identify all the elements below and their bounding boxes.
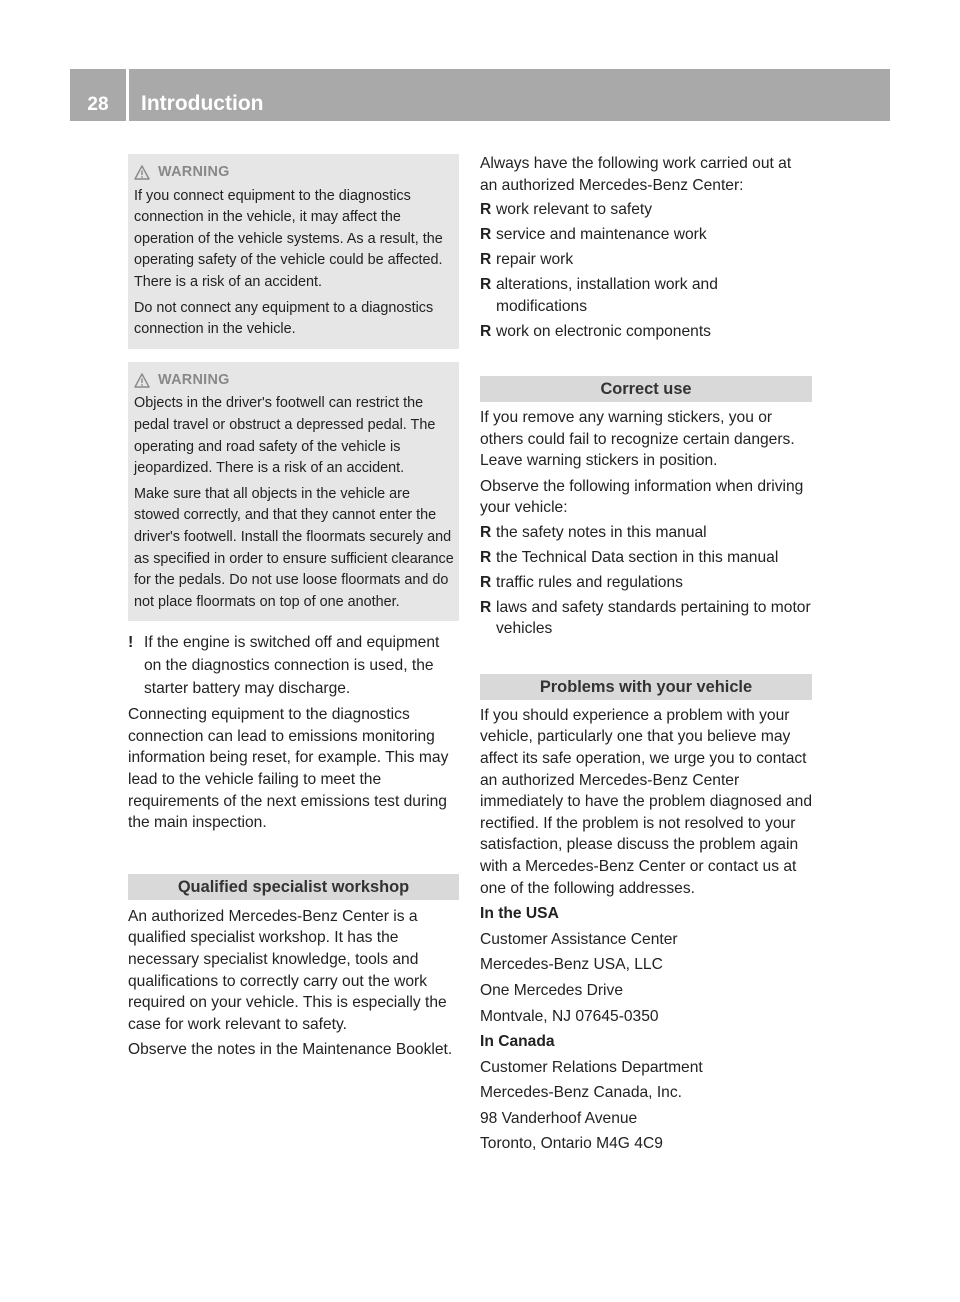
address-line: 98 Vanderhoof Avenue [480, 1109, 638, 1127]
warning-text: If you connect equipment to the diagnostics connection in the vehicle, it may affect the operation of the vehicle systems. As a result, the operating safety of the vehicle could be affected. There is a risk of an accident. [134, 187, 443, 290]
section-heading-correct-use: Correct use [480, 376, 812, 402]
paragraph-emissions: Connecting equipment to the diagnostics connection can lead to emissions monitoring information being reset, for example. This may lead to the vehicle failing to meet the requirements of the next emissions test during the main inspection. [128, 706, 449, 832]
address-heading-usa: In the USA [480, 905, 559, 923]
address-line: Mercedes-Benz Canada, Inc. [480, 1084, 682, 1102]
bullet-icon: R [480, 598, 492, 616]
section-heading-qualified-workshop: Qualified specialist workshop [128, 874, 459, 900]
list-item: R traffic rules and regulations [480, 572, 812, 593]
bullet-icon: R [480, 251, 492, 269]
right-column [480, 150, 812, 1155]
note-battery [128, 631, 459, 700]
bullet-icon: R [480, 276, 492, 294]
work-list [480, 199, 812, 342]
warning-box-footwell [128, 362, 459, 622]
note-exclamation-icon: ! [128, 634, 134, 652]
warning-label: WARNING [158, 164, 230, 180]
paragraph: An authorized Mercedes-Benz Center is a qualified specialist workshop. It has the necessary specialist knowledge, tools and qualifications to correctly carry out the work required on your vehicle. This is especially the case for work relevant to safety. [128, 907, 447, 1033]
page-header [70, 69, 890, 121]
chapter-title: Introduction [141, 92, 264, 115]
address-line: Mercedes-Benz USA, LLC [480, 956, 663, 974]
warning-text: Objects in the driver's footwell can restrict the pedal travel or obstruct a depressed pedal. The operating and road safety of the vehicle is jeopardized. There is a risk of an accident. [134, 395, 436, 477]
warning-header [134, 370, 455, 392]
list-item: R the Technical Data section in this manual [480, 547, 812, 568]
left-column [128, 150, 459, 1061]
address-line: One Mercedes Drive [480, 981, 623, 999]
bullet-icon: R [480, 523, 492, 541]
list-item: R laws and safety standards pertaining to motor vehicles [480, 598, 811, 638]
warning-text: Make sure that all objects in the vehicle are stowed correctly, and that they cannot enter the driver's footwell. Install the floormats securely and as specified in order to ensure sufficient clearance for the pedals. Do not use loose floormats and do not place floormats on top of one another. [134, 485, 454, 610]
warning-text: Do not connect any equipment to a diagnostics connection in the vehicle. [134, 299, 434, 338]
address-heading-canada: In Canada [480, 1033, 555, 1051]
list-item: R work on electronic components [480, 321, 812, 342]
bullet-icon: R [480, 322, 492, 340]
paragraph-intro: Always have the following work carried out at an authorized Mercedes-Benz Center: [480, 155, 792, 194]
address-line: Customer Relations Department [480, 1058, 703, 1076]
address-line: Toronto, Ontario M4G 4C9 [480, 1135, 663, 1153]
warning-triangle-icon [134, 165, 150, 180]
bullet-icon: R [480, 226, 492, 244]
correct-use-list [480, 522, 812, 640]
warning-header [134, 162, 455, 184]
note-text: If the engine is switched off and equipment on the diagnostics connection is used, the starter battery may discharge. [144, 634, 440, 698]
paragraph: If you remove any warning stickers, you or others could fail to recognize certain dangers. Leave warning stickers in position. [480, 409, 795, 470]
address-line: Montvale, NJ 07645-0350 [480, 1007, 659, 1025]
list-item: R alterations, installation work and modifications [480, 276, 718, 315]
address-line: Customer Assistance Center [480, 930, 678, 948]
paragraph: If you should experience a problem with your vehicle, particularly one that you believe may affect its safe operation, we urge you to contact an authorized Mercedes-Benz Center immediately to have the problem diagnosed and rectified. If the problem is not resolved to your satisfaction, please discuss the problem again with a Mercedes-Benz Center or contact us at one of the following addresses. [480, 706, 813, 897]
bullet-icon: R [480, 573, 492, 591]
list-item: R the safety notes in this manual [480, 522, 812, 543]
warning-label: WARNING [158, 371, 230, 388]
list-item: R service and maintenance work [480, 224, 812, 245]
paragraph: Observe the notes in the Maintenance Booklet. [128, 1041, 453, 1059]
warning-triangle-icon [134, 373, 150, 388]
list-item: R work relevant to safety [480, 199, 812, 220]
page-number: 28 [87, 94, 109, 115]
warning-box-diagnostics [128, 154, 459, 349]
paragraph: Observe the following information when driving your vehicle: [480, 477, 804, 517]
section-heading-problems: Problems with your vehicle [480, 674, 812, 700]
list-item: R repair work [480, 249, 812, 270]
bullet-icon: R [480, 201, 492, 219]
header-separator [126, 69, 129, 121]
bullet-icon: R [480, 548, 492, 566]
